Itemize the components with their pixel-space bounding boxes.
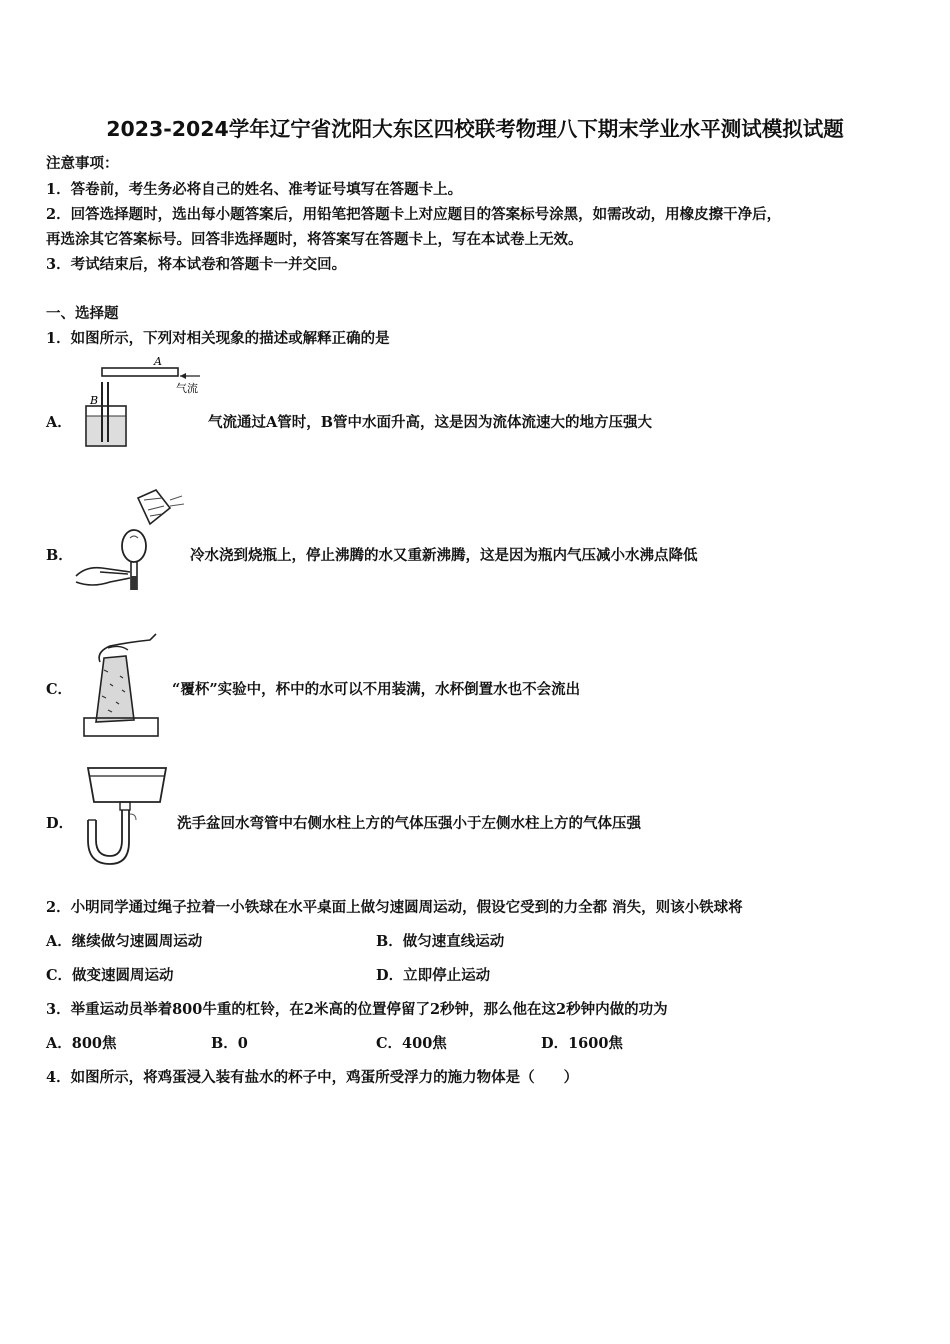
flask-boiling-figure xyxy=(70,486,188,598)
q1-stem: 1．如图所示，下列对相关现象的描述或解释正确的是 xyxy=(46,330,390,347)
q1-option-d-text: 洗手盆回水弯管中右侧水柱上方的气体压强小于左侧水柱上方的气体压强 xyxy=(177,815,641,832)
figure-label-a: A xyxy=(154,355,162,368)
page-title: 2023-2024学年辽宁省沈阳大东区四校联考物理八下期末学业水平测试模拟试题 xyxy=(106,117,844,141)
q3-stem: 3．举重运动员举着800牛重的杠铃，在2米高的位置停留了2秒钟，那么他在这2秒钟内做的功为 xyxy=(46,1001,668,1018)
notice-item-2: 2．回答选择题时，选出每小题答案后，用铅笔把答题卡上对应题目的答案标号涂黑，如需改动，用橡皮擦干净后， xyxy=(46,206,782,223)
inverted-cup-figure xyxy=(80,630,162,740)
q1-option-c-label: C． xyxy=(46,681,73,698)
q3-option-c: C．400焦 xyxy=(376,1035,447,1052)
q4-stem: 4．如图所示，将鸡蛋浸入装有盐水的杯子中，鸡蛋所受浮力的施力物体是（ ） xyxy=(46,1069,579,1086)
q1-option-a-text: 气流通过A管时，B管中水面升高，这是因为流体流速大的地方压强大 xyxy=(208,414,653,431)
q1-option-d-label: D． xyxy=(46,815,74,832)
notice-heading: 注意事项： xyxy=(46,155,119,172)
notice-item-3: 3．考试结束后，将本试卷和答题卡一并交回。 xyxy=(46,256,347,273)
notice-item-1: 1．答卷前，考生务必将自己的姓名、准考证号填写在答题卡上。 xyxy=(46,181,463,198)
q2-option-a: A．继续做匀速圆周运动 xyxy=(46,933,203,950)
q1-option-b-label: B． xyxy=(46,547,73,564)
notice-item-2-cont: 再选涂其它答案标号。回答非选择题时，将答案写在答题卡上，写在本试卷上无效。 xyxy=(46,231,583,248)
q2-option-c: C．做变速圆周运动 xyxy=(46,967,174,984)
q2-option-b: B．做匀速直线运动 xyxy=(376,933,505,950)
q3-option-a: A．800焦 xyxy=(46,1035,117,1052)
q3-option-b: B．0 xyxy=(211,1035,248,1052)
figure-label-b: B xyxy=(90,394,99,407)
q1-option-b-text: 冷水浇到烧瓶上，停止沸腾的水又重新沸腾，这是因为瓶内气压减小水沸点降低 xyxy=(190,547,698,564)
sink-trap-figure xyxy=(80,764,170,868)
q1-option-c-text: “覆杯”实验中，杯中的水可以不用装满，水杯倒置水也不会流出 xyxy=(172,681,581,698)
q3-option-d: D．1600焦 xyxy=(541,1035,623,1052)
section-heading: 一、选择题 xyxy=(46,305,119,322)
figure-label-airflow: 气流 xyxy=(176,382,198,395)
q2-stem: 2．小明同学通过绳子拉着一小铁球在水平桌面上做匀速圆周运动，假设它受到的力全都 消失，则该小铁球将 xyxy=(46,899,743,916)
q1-option-a-label: A． xyxy=(46,414,72,431)
q2-option-d: D．立即停止运动 xyxy=(376,967,491,984)
venturi-tube-figure xyxy=(80,352,210,452)
